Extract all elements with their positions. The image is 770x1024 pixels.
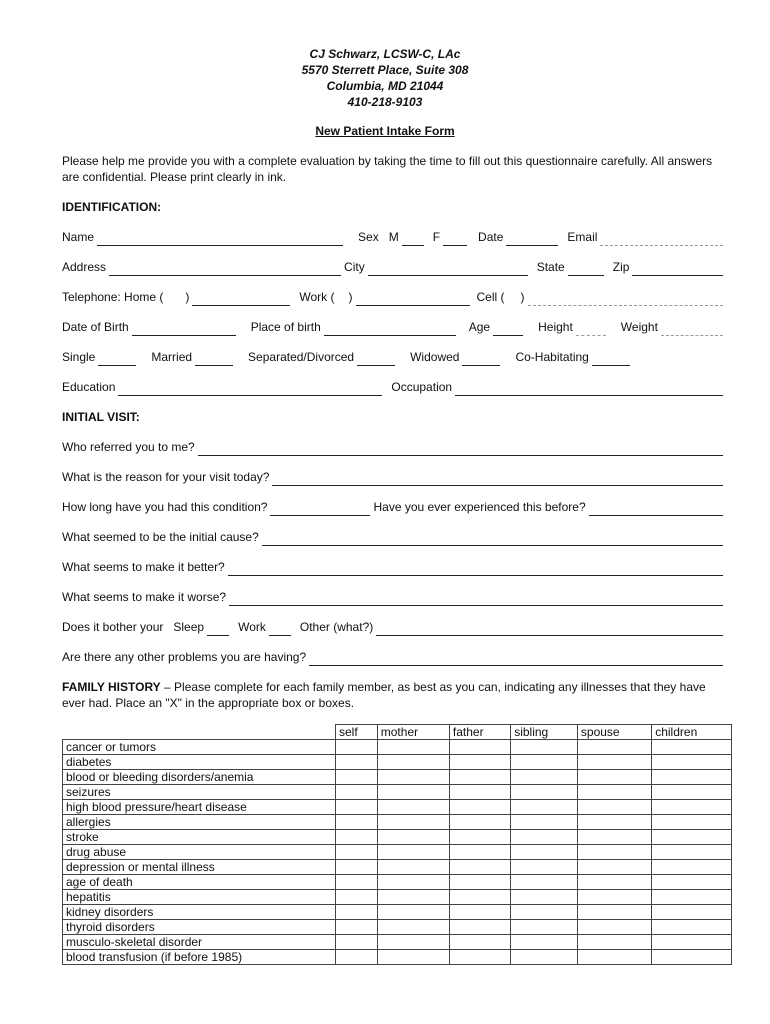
single-label: Single bbox=[62, 350, 96, 364]
header-blank-cell bbox=[63, 725, 336, 740]
checkbox-cell-sibling[interactable] bbox=[511, 860, 578, 875]
condition-label: allergies bbox=[63, 815, 336, 830]
checkbox-cell-father[interactable] bbox=[449, 905, 510, 920]
how-long-field[interactable] bbox=[270, 501, 370, 516]
table-row bbox=[63, 755, 732, 770]
better-label: What seems to make it better? bbox=[62, 560, 225, 574]
checkbox-cell-children[interactable] bbox=[652, 755, 732, 770]
checkbox-cell-children[interactable] bbox=[652, 770, 732, 785]
checkbox-cell-children[interactable] bbox=[652, 950, 732, 965]
referred-field[interactable] bbox=[198, 441, 723, 456]
checkbox-cell-spouse[interactable] bbox=[577, 770, 651, 785]
checkbox-cell-children[interactable] bbox=[652, 845, 732, 860]
cause-field[interactable] bbox=[262, 531, 723, 546]
initial-visit-heading: INITIAL VISIT: bbox=[62, 410, 140, 424]
city-field[interactable] bbox=[368, 261, 528, 276]
checkbox-cell-mother[interactable] bbox=[377, 845, 449, 860]
condition-label: musculo-skeletal disorder bbox=[63, 935, 336, 950]
row-cause bbox=[62, 528, 726, 546]
table-row bbox=[63, 920, 732, 935]
dob-field[interactable] bbox=[132, 321, 236, 336]
married-label: Married bbox=[151, 350, 193, 364]
checkbox-cell-sibling[interactable] bbox=[511, 950, 578, 965]
condition-label: kidney disorders bbox=[63, 905, 336, 920]
work-field[interactable] bbox=[269, 621, 291, 636]
checkbox-cell-mother[interactable] bbox=[377, 830, 449, 845]
checkbox-cell-spouse[interactable] bbox=[577, 845, 651, 860]
separated-label: Separated/Divorced bbox=[248, 350, 355, 364]
checkbox-cell-spouse[interactable] bbox=[577, 830, 651, 845]
sleep-field[interactable] bbox=[207, 621, 229, 636]
checkbox-cell-sibling[interactable] bbox=[511, 800, 578, 815]
work-phone-label: Work ( bbox=[299, 290, 335, 304]
checkbox-cell-spouse[interactable] bbox=[577, 860, 651, 875]
state-field[interactable] bbox=[568, 261, 604, 276]
checkbox-cell-self[interactable] bbox=[336, 800, 378, 815]
checkbox-cell-mother[interactable] bbox=[377, 920, 449, 935]
checkbox-cell-children[interactable] bbox=[652, 830, 732, 845]
state-label: State bbox=[536, 260, 565, 274]
identification-heading: IDENTIFICATION: bbox=[62, 200, 162, 214]
checkbox-cell-self[interactable] bbox=[336, 950, 378, 965]
table-row bbox=[63, 740, 732, 755]
checkbox-cell-spouse[interactable] bbox=[577, 950, 651, 965]
checkbox-cell-father[interactable] bbox=[449, 845, 510, 860]
worse-label: What seems to make it worse? bbox=[62, 590, 227, 604]
checkbox-cell-spouse[interactable] bbox=[577, 815, 651, 830]
condition-label: seizures bbox=[63, 785, 336, 800]
other-label: Other (what?) bbox=[299, 620, 374, 634]
checkbox-cell-mother[interactable] bbox=[377, 740, 449, 755]
sleep-label: Sleep bbox=[173, 620, 205, 634]
family-history-instructions: – Please complete for each family member, as best as you can, indicating any illnesses that they have ever had. Place an "X" in the appropriate box or boxes. bbox=[62, 680, 706, 710]
sex-label: Sex bbox=[358, 230, 379, 244]
condition-label: hepatitis bbox=[63, 890, 336, 905]
how-long-label: How long have you had this condition? bbox=[62, 500, 268, 514]
date-field[interactable] bbox=[506, 231, 558, 246]
checkbox-cell-father[interactable] bbox=[449, 950, 510, 965]
row-bother bbox=[62, 618, 726, 636]
checkbox-cell-father[interactable] bbox=[449, 860, 510, 875]
work-phone-field[interactable] bbox=[356, 291, 470, 306]
experienced-label: Have you ever experienced this before? bbox=[373, 500, 586, 514]
checkbox-cell-father[interactable] bbox=[449, 920, 510, 935]
checkbox-cell-mother[interactable] bbox=[377, 815, 449, 830]
name-field[interactable] bbox=[97, 231, 343, 246]
checkbox-cell-sibling[interactable] bbox=[511, 740, 578, 755]
condition-label: high blood pressure/heart disease bbox=[63, 800, 336, 815]
zip-label: Zip bbox=[612, 260, 630, 274]
intro-paragraph: Please help me provide you with a complete evaluation by taking the time to fill out this questionnaire carefully. All answers are confidential. Please print clearly in ink. bbox=[62, 154, 713, 184]
checkbox-cell-sibling[interactable] bbox=[511, 935, 578, 950]
checkbox-cell-children[interactable] bbox=[652, 920, 732, 935]
column-header-spouse: spouse bbox=[577, 725, 651, 740]
cell-paren-close: ) bbox=[520, 290, 525, 304]
checkbox-cell-father[interactable] bbox=[449, 890, 510, 905]
checkbox-cell-children[interactable] bbox=[652, 815, 732, 830]
column-header-children: children bbox=[652, 725, 732, 740]
row-marital-status bbox=[62, 348, 726, 366]
referred-label: Who referred you to me? bbox=[62, 440, 195, 454]
age-field[interactable] bbox=[493, 321, 523, 336]
checkbox-cell-sibling[interactable] bbox=[511, 905, 578, 920]
checkbox-cell-self[interactable] bbox=[336, 740, 378, 755]
checkbox-cell-self[interactable] bbox=[336, 785, 378, 800]
checkbox-cell-mother[interactable] bbox=[377, 785, 449, 800]
checkbox-cell-self[interactable] bbox=[336, 905, 378, 920]
cohabitating-field[interactable] bbox=[592, 351, 630, 366]
sex-f-label: F bbox=[432, 230, 441, 244]
form-title: New Patient Intake Form bbox=[315, 124, 455, 138]
checkbox-cell-mother[interactable] bbox=[377, 860, 449, 875]
checkbox-cell-children[interactable] bbox=[652, 875, 732, 890]
checkbox-cell-self[interactable] bbox=[336, 860, 378, 875]
checkbox-cell-self[interactable] bbox=[336, 755, 378, 770]
table-row bbox=[63, 950, 732, 965]
row-birth bbox=[62, 318, 726, 336]
widowed-label: Widowed bbox=[410, 350, 460, 364]
checkbox-cell-children[interactable] bbox=[652, 860, 732, 875]
checkbox-cell-self[interactable] bbox=[336, 920, 378, 935]
reason-label: What is the reason for your visit today? bbox=[62, 470, 270, 484]
reason-field[interactable] bbox=[272, 471, 723, 486]
family-history-intro bbox=[62, 679, 726, 711]
checkbox-cell-children[interactable] bbox=[652, 740, 732, 755]
sex-f-field[interactable] bbox=[443, 231, 467, 246]
cause-label: What seemed to be the initial cause? bbox=[62, 530, 259, 544]
checkbox-cell-self[interactable] bbox=[336, 830, 378, 845]
condition-label: drug abuse bbox=[63, 845, 336, 860]
place-of-birth-label: Place of birth bbox=[250, 320, 321, 334]
row-how-long bbox=[62, 498, 726, 516]
table-row bbox=[63, 785, 732, 800]
checkbox-cell-spouse[interactable] bbox=[577, 905, 651, 920]
weight-label: Weight bbox=[620, 320, 658, 334]
checkbox-cell-sibling[interactable] bbox=[511, 770, 578, 785]
practice-address-line2: Columbia, MD 21044 bbox=[326, 79, 444, 93]
condition-label: thyroid disorders bbox=[63, 920, 336, 935]
height-label: Height bbox=[538, 320, 573, 334]
table-row bbox=[63, 905, 732, 920]
table-row bbox=[63, 845, 732, 860]
city-label: City bbox=[344, 260, 365, 274]
checkbox-cell-spouse[interactable] bbox=[577, 890, 651, 905]
checkbox-cell-father[interactable] bbox=[449, 830, 510, 845]
checkbox-cell-mother[interactable] bbox=[377, 905, 449, 920]
checkbox-cell-sibling[interactable] bbox=[511, 785, 578, 800]
condition-label: blood or bleeding disorders/anemia bbox=[63, 770, 336, 785]
height-field[interactable] bbox=[576, 321, 606, 336]
weight-field[interactable] bbox=[661, 321, 723, 336]
home-paren-close: ) bbox=[185, 290, 190, 304]
checkbox-cell-self[interactable] bbox=[336, 770, 378, 785]
table-row bbox=[63, 935, 732, 950]
cohabitating-label: Co-Habitating bbox=[515, 350, 589, 364]
checkbox-cell-father[interactable] bbox=[449, 770, 510, 785]
worse-field[interactable] bbox=[229, 591, 723, 606]
email-field[interactable] bbox=[600, 231, 723, 246]
checkbox-cell-sibling[interactable] bbox=[511, 830, 578, 845]
dob-label: Date of Birth bbox=[62, 320, 129, 334]
address-field[interactable] bbox=[109, 261, 341, 276]
row-worse bbox=[62, 588, 726, 606]
condition-label: cancer or tumors bbox=[63, 740, 336, 755]
occupation-label: Occupation bbox=[391, 380, 453, 394]
table-row bbox=[63, 815, 732, 830]
checkbox-cell-mother[interactable] bbox=[377, 770, 449, 785]
separated-field[interactable] bbox=[357, 351, 395, 366]
sex-m-label: M bbox=[388, 230, 399, 244]
row-reason bbox=[62, 468, 726, 486]
table-row bbox=[63, 800, 732, 815]
condition-label: depression or mental illness bbox=[63, 860, 336, 875]
other-field[interactable] bbox=[376, 621, 723, 636]
row-referred bbox=[62, 438, 726, 456]
bother-label: Does it bother your bbox=[62, 620, 164, 634]
table-row bbox=[63, 770, 732, 785]
row-better bbox=[62, 558, 726, 576]
cell-phone-label: Cell ( bbox=[476, 290, 505, 304]
checkbox-cell-father[interactable] bbox=[449, 935, 510, 950]
checkbox-cell-sibling[interactable] bbox=[511, 815, 578, 830]
column-header-sibling: sibling bbox=[511, 725, 578, 740]
married-field[interactable] bbox=[195, 351, 233, 366]
row-telephone bbox=[62, 288, 726, 306]
checkbox-cell-self[interactable] bbox=[336, 890, 378, 905]
checkbox-cell-mother[interactable] bbox=[377, 935, 449, 950]
checkbox-cell-self[interactable] bbox=[336, 875, 378, 890]
checkbox-cell-father[interactable] bbox=[449, 815, 510, 830]
condition-label: stroke bbox=[63, 830, 336, 845]
education-field[interactable] bbox=[118, 381, 382, 396]
checkbox-cell-spouse[interactable] bbox=[577, 800, 651, 815]
checkbox-cell-mother[interactable] bbox=[377, 800, 449, 815]
checkbox-cell-sibling[interactable] bbox=[511, 755, 578, 770]
checkbox-cell-mother[interactable] bbox=[377, 755, 449, 770]
work-label: Work bbox=[238, 620, 266, 634]
table-header-row bbox=[63, 725, 732, 740]
checkbox-cell-mother[interactable] bbox=[377, 950, 449, 965]
practice-address-line1: 5570 Sterrett Place, Suite 308 bbox=[301, 63, 469, 77]
checkbox-cell-father[interactable] bbox=[449, 875, 510, 890]
home-phone-field[interactable] bbox=[192, 291, 290, 306]
better-field[interactable] bbox=[228, 561, 723, 576]
checkbox-cell-sibling[interactable] bbox=[511, 875, 578, 890]
checkbox-cell-children[interactable] bbox=[652, 785, 732, 800]
checkbox-cell-children[interactable] bbox=[652, 800, 732, 815]
checkbox-cell-sibling[interactable] bbox=[511, 845, 578, 860]
single-field[interactable] bbox=[98, 351, 136, 366]
other-problems-field[interactable] bbox=[309, 651, 723, 666]
row-other-problems bbox=[62, 648, 726, 666]
education-label: Education bbox=[62, 380, 116, 394]
date-label: Date bbox=[478, 230, 504, 244]
table-row bbox=[63, 890, 732, 905]
name-label: Name bbox=[62, 230, 95, 244]
email-label: Email bbox=[567, 230, 598, 244]
work-paren-close: ) bbox=[348, 290, 353, 304]
other-problems-label: Are there any other problems you are having? bbox=[62, 650, 307, 664]
row-name bbox=[62, 228, 726, 246]
checkbox-cell-sibling[interactable] bbox=[511, 890, 578, 905]
age-label: Age bbox=[468, 320, 491, 334]
checkbox-cell-father[interactable] bbox=[449, 800, 510, 815]
widowed-field[interactable] bbox=[462, 351, 500, 366]
row-education bbox=[62, 378, 726, 396]
checkbox-cell-self[interactable] bbox=[336, 815, 378, 830]
sex-m-field[interactable] bbox=[402, 231, 424, 246]
checkbox-cell-spouse[interactable] bbox=[577, 920, 651, 935]
column-header-self: self bbox=[336, 725, 378, 740]
practice-phone: 410-218-9103 bbox=[347, 95, 423, 109]
checkbox-cell-father[interactable] bbox=[449, 740, 510, 755]
zip-field[interactable] bbox=[632, 261, 723, 276]
place-of-birth-field[interactable] bbox=[324, 321, 456, 336]
family-history-heading: FAMILY HISTORY bbox=[62, 680, 161, 694]
address-label: Address bbox=[62, 260, 107, 274]
condition-label: blood transfusion (if before 1985) bbox=[63, 950, 336, 965]
checkbox-cell-spouse[interactable] bbox=[577, 875, 651, 890]
experienced-field[interactable] bbox=[589, 501, 723, 516]
checkbox-cell-spouse[interactable] bbox=[577, 755, 651, 770]
condition-label: diabetes bbox=[63, 755, 336, 770]
checkbox-cell-mother[interactable] bbox=[377, 875, 449, 890]
cell-phone-field[interactable] bbox=[528, 291, 723, 306]
checkbox-cell-sibling[interactable] bbox=[511, 920, 578, 935]
telephone-home-label: Telephone: Home ( bbox=[62, 290, 164, 304]
family-history-table bbox=[62, 724, 732, 965]
checkbox-cell-children[interactable] bbox=[652, 905, 732, 920]
checkbox-cell-spouse[interactable] bbox=[577, 740, 651, 755]
checkbox-cell-self[interactable] bbox=[336, 935, 378, 950]
condition-label: age of death bbox=[63, 875, 336, 890]
checkbox-cell-spouse[interactable] bbox=[577, 785, 651, 800]
checkbox-cell-children[interactable] bbox=[652, 935, 732, 950]
checkbox-cell-father[interactable] bbox=[449, 755, 510, 770]
occupation-field[interactable] bbox=[455, 381, 723, 396]
table-row bbox=[63, 830, 732, 845]
checkbox-cell-spouse[interactable] bbox=[577, 935, 651, 950]
checkbox-cell-children[interactable] bbox=[652, 890, 732, 905]
practitioner-name: CJ Schwarz, LCSW-C, LAc bbox=[309, 47, 461, 61]
table-row bbox=[63, 860, 732, 875]
row-address bbox=[62, 258, 726, 276]
checkbox-cell-mother[interactable] bbox=[377, 890, 449, 905]
column-header-father: father bbox=[449, 725, 510, 740]
table-row bbox=[63, 875, 732, 890]
checkbox-cell-father[interactable] bbox=[449, 785, 510, 800]
checkbox-cell-self[interactable] bbox=[336, 845, 378, 860]
column-header-mother: mother bbox=[377, 725, 449, 740]
